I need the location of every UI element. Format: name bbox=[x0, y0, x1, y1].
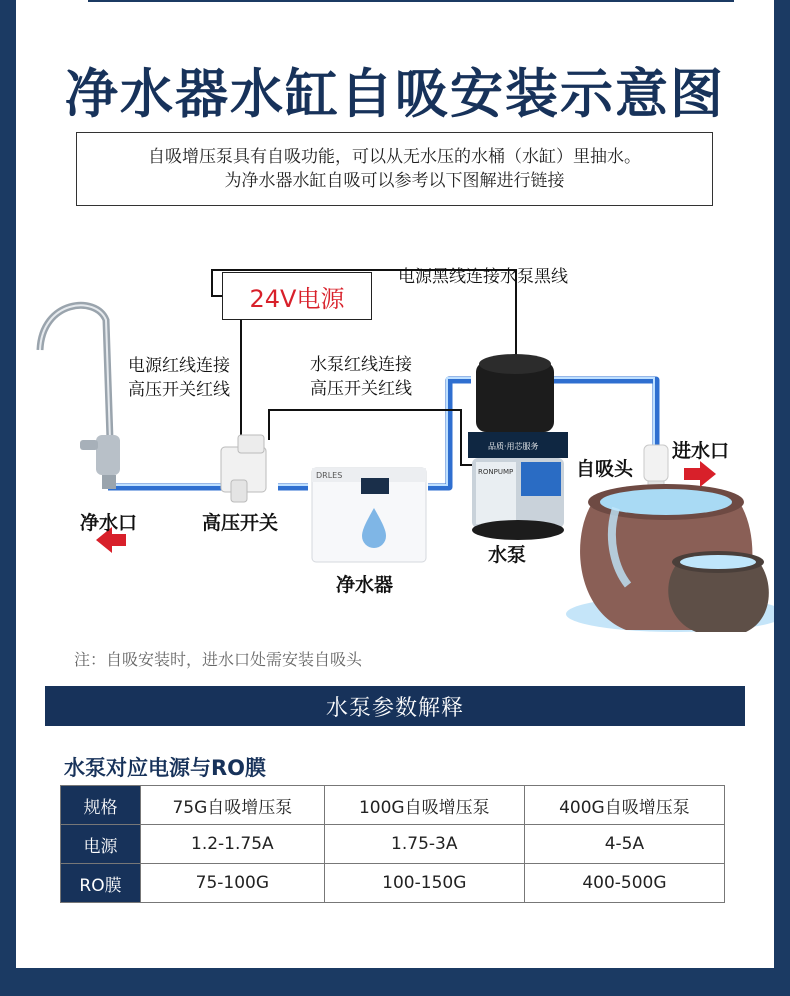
water-jar-graphic bbox=[566, 484, 774, 632]
outlet-label: 净水口 bbox=[80, 512, 138, 534]
power-supply-box: 24V电源 bbox=[222, 272, 372, 320]
red-wire-note-right-1: 水泵红线连接 bbox=[310, 355, 412, 375]
table-row bbox=[61, 825, 725, 864]
table-cell: 400-500G bbox=[524, 864, 724, 903]
black-wire-note: 电源黑线连接水泵黑线 bbox=[398, 267, 568, 287]
page-title: 净水器水缸自吸安装示意图 bbox=[65, 64, 725, 125]
table-cell: 1.75-3A bbox=[324, 825, 524, 864]
red-wire-note-left-2: 高压开关红线 bbox=[128, 380, 230, 400]
pump-sticker-text: RONPUMP bbox=[478, 468, 514, 476]
pump-label: 水泵 bbox=[488, 544, 527, 566]
table-row bbox=[61, 786, 725, 825]
table-cell: 1.2-1.75A bbox=[141, 825, 325, 864]
red-wire-note-left-1: 电源红线连接 bbox=[128, 356, 230, 376]
pump-graphic bbox=[468, 354, 568, 540]
purifier-graphic bbox=[312, 468, 426, 562]
table-row-header: RO膜 bbox=[61, 864, 141, 903]
intro-line-1: 自吸增压泵具有自吸功能，可以从无水压的水桶（水缸）里抽水。 bbox=[148, 147, 641, 167]
pressure-switch-graphic bbox=[221, 435, 266, 502]
installation-diagram bbox=[16, 240, 774, 660]
table-cell: 400G自吸增压泵 bbox=[524, 786, 724, 825]
table-cell: 75-100G bbox=[141, 864, 325, 903]
pipe-purifier-pump bbox=[428, 380, 471, 487]
purifier-brand-text: DRLES bbox=[316, 471, 343, 480]
page-sheet bbox=[16, 0, 774, 968]
inlet-arrow-icon bbox=[684, 461, 716, 487]
red-wire-note-right-2: 高压开关红线 bbox=[310, 379, 412, 399]
section-subheading: 水泵对应电源与RO膜 bbox=[64, 756, 267, 780]
top-rule bbox=[88, 0, 734, 2]
table-cell: 100-150G bbox=[324, 864, 524, 903]
diagram-graphic bbox=[16, 240, 774, 660]
suction-head-label: 自吸头 bbox=[576, 458, 634, 480]
faucet-graphic bbox=[40, 305, 120, 489]
inlet-label: 进水口 bbox=[672, 440, 730, 462]
purifier-label: 净水器 bbox=[336, 574, 394, 596]
red-wire-right bbox=[269, 410, 474, 465]
install-note: 注：自吸安装时，进水口处需安装自吸头 bbox=[74, 650, 363, 669]
table-row-header: 规格 bbox=[61, 786, 141, 825]
table-cell: 100G自吸增压泵 bbox=[324, 786, 524, 825]
pump-band-text: 品质·用芯服务 bbox=[488, 442, 539, 451]
table-row-header: 电源 bbox=[61, 825, 141, 864]
intro-line-2: 为净水器水缸自吸可以参考以下图解进行链接 bbox=[224, 171, 565, 191]
table-row bbox=[61, 864, 725, 903]
intro-box bbox=[76, 132, 713, 206]
spec-table bbox=[60, 785, 725, 903]
switch-label: 高压开关 bbox=[202, 512, 279, 534]
table-cell: 4-5A bbox=[524, 825, 724, 864]
table-cell: 75G自吸增压泵 bbox=[141, 786, 325, 825]
section-banner: 水泵参数解释 bbox=[45, 686, 745, 726]
